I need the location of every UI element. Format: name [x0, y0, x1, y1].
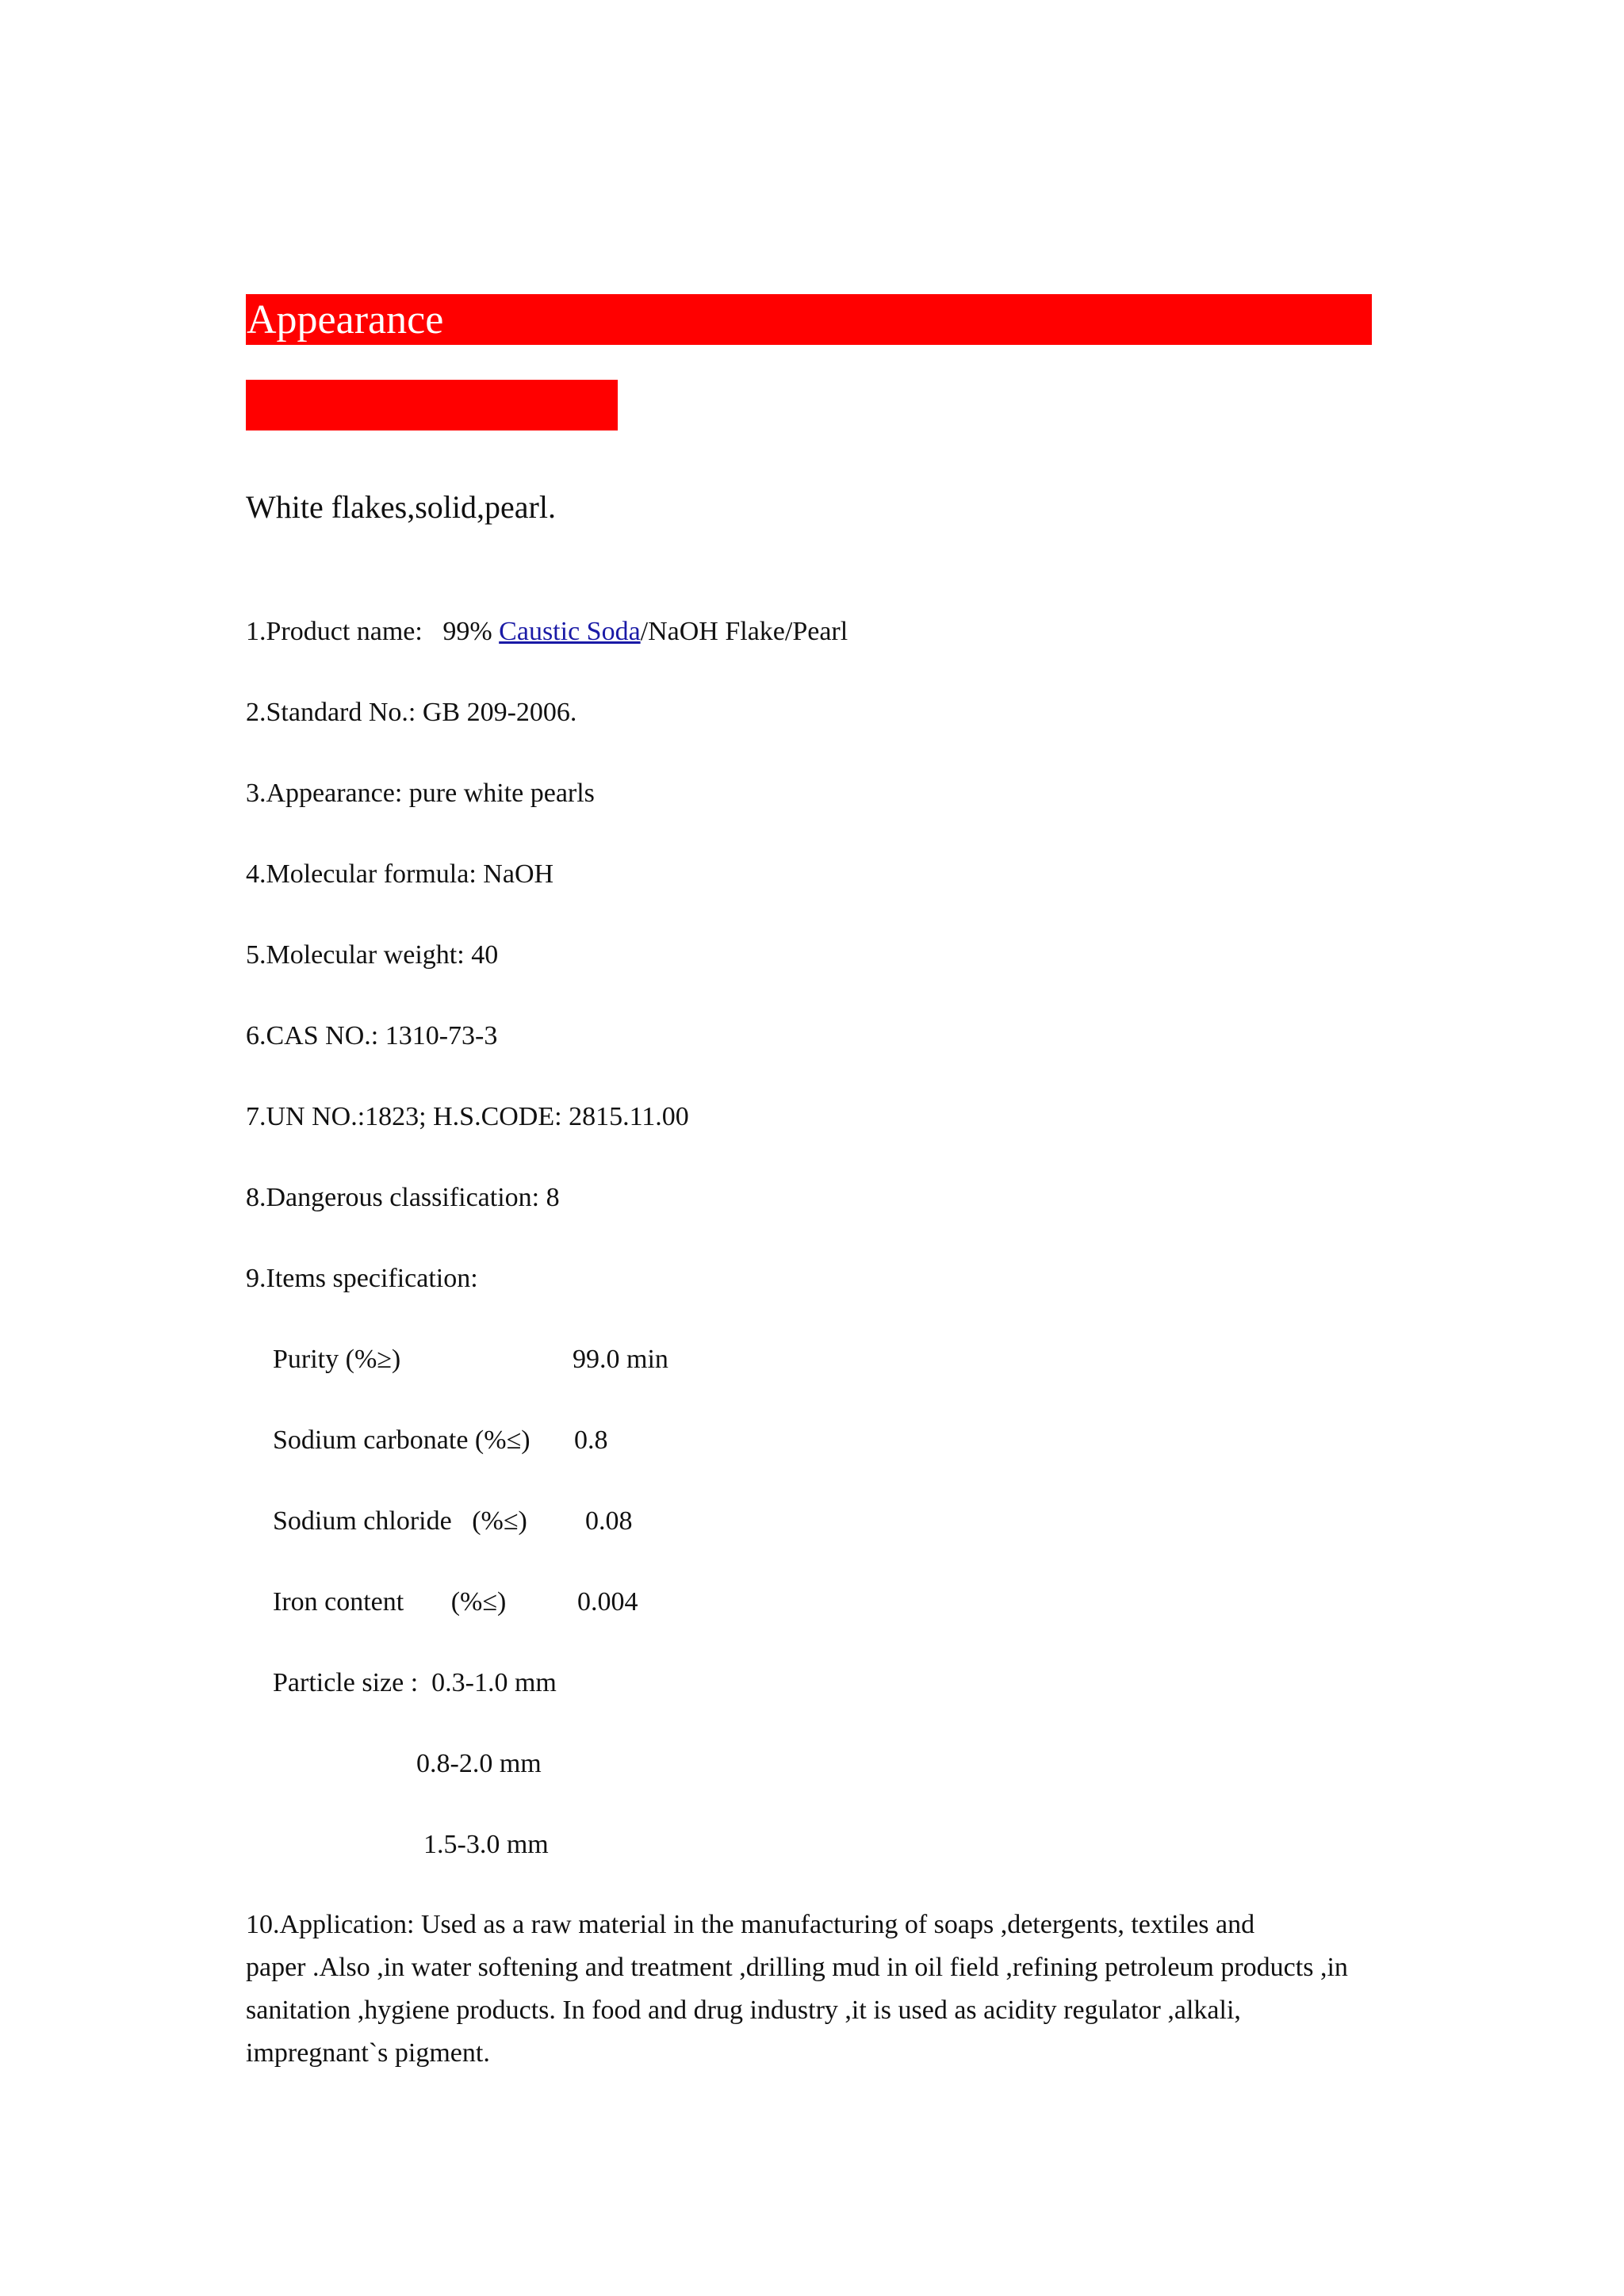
- intro-text: White flakes,solid,pearl.: [246, 489, 556, 525]
- application-line: sanitation ,hygiene products. In food and drug industry ,it is used as acidity regulator ,alkali,: [246, 1996, 1241, 2025]
- product-name-prefix: 1.Product name: 99%: [246, 617, 500, 646]
- particle-size-3: 1.5-3.0 mm: [423, 1830, 549, 1859]
- cas-no: 6.CAS NO.: 1310-73-3: [246, 1021, 498, 1050]
- application-paragraph: [246, 1904, 1388, 2075]
- molecular-formula: 4.Molecular formula: NaOH: [246, 859, 554, 889]
- caustic-soda-link[interactable]: Caustic Soda: [499, 617, 641, 646]
- dangerous-classification: 8.Dangerous classification: 8: [246, 1183, 560, 1212]
- appearance-spec: 3.Appearance: pure white pearls: [246, 779, 595, 808]
- application-line: paper .Also ,in water softening and treatment ,drilling mud in oil field ,refining petroleum products ,in: [246, 1953, 1348, 1982]
- molecular-weight: 5.Molecular weight: 40: [246, 940, 499, 970]
- product-name-suffix: /NaOH Flake/Pearl: [640, 617, 848, 646]
- particle-size-2: 0.8-2.0 mm: [416, 1749, 542, 1778]
- application-line: 10.Application: Used as a raw material in the manufacturing of soaps ,detergents, textiles and: [246, 1910, 1255, 1939]
- un-no: 7.UN NO.:1823; H.S.CODE: 2815.11.00: [246, 1102, 689, 1131]
- spec-label-purity: Purity (%≥): [273, 1345, 401, 1374]
- spec-value-sodium-carbonate: 0.8: [574, 1425, 608, 1455]
- spec-value-purity: 99.0 min: [573, 1345, 668, 1374]
- application-line: impregnant`s pigment.: [246, 2038, 490, 2068]
- spec-label-sodium-carbonate: Sodium carbonate (%≤): [273, 1425, 530, 1455]
- spec-value-iron-content: 0.004: [577, 1587, 638, 1617]
- spec-label-iron-content: Iron content (%≤): [273, 1587, 507, 1617]
- subheading-highlight: [246, 380, 618, 430]
- section-heading: Appearance: [247, 297, 444, 342]
- standard-no: 2.Standard No.: GB 209-2006.: [246, 698, 577, 727]
- spec-value-sodium-chloride: 0.08: [585, 1506, 633, 1536]
- particle-size-line: Particle size : 0.3-1.0 mm: [273, 1668, 557, 1697]
- items-specification: 9.Items specification:: [246, 1264, 478, 1293]
- spec-label-sodium-chloride: Sodium chloride (%≤): [273, 1506, 527, 1536]
- product-name-line: [246, 614, 848, 649]
